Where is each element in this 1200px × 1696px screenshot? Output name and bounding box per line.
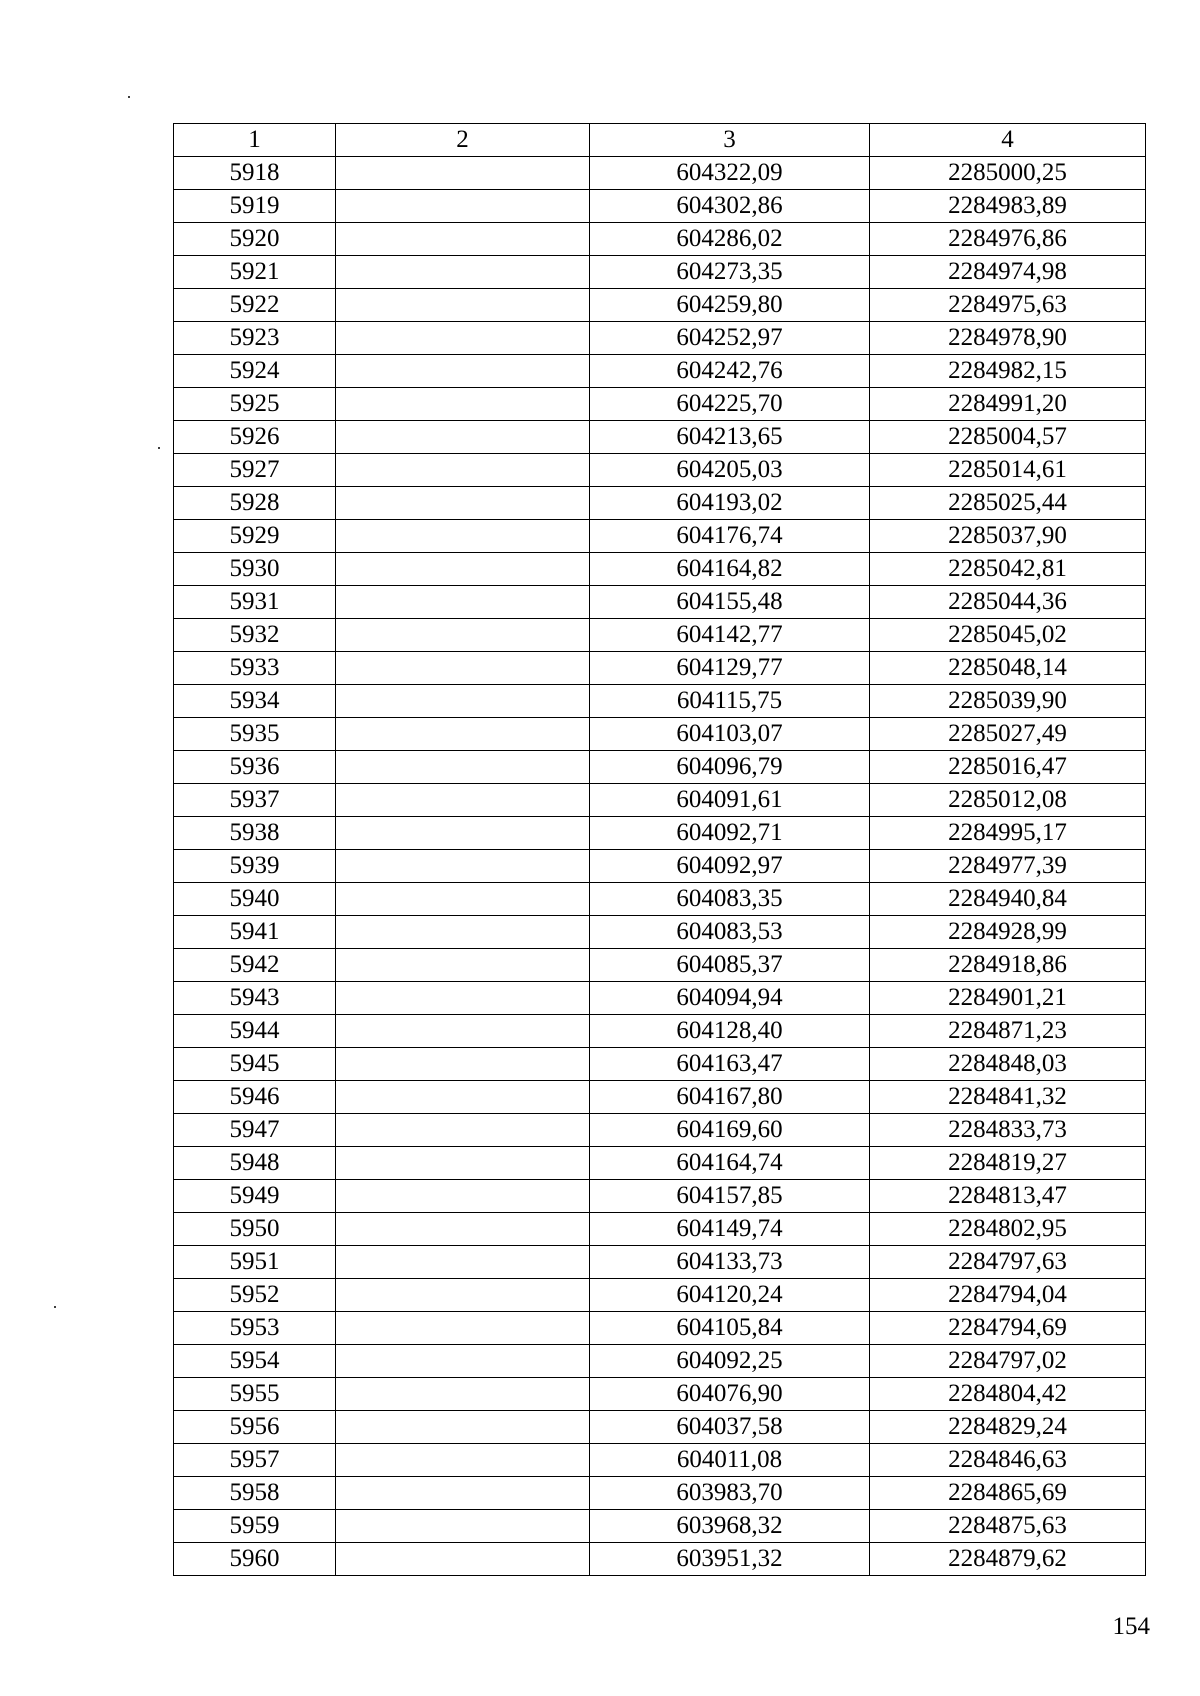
empty-cell xyxy=(336,1411,590,1444)
table-row xyxy=(174,223,1146,256)
point-number-cell: 5953 xyxy=(174,1312,336,1345)
table-row xyxy=(174,850,1146,883)
empty-cell xyxy=(336,454,590,487)
point-number-cell: 5933 xyxy=(174,652,336,685)
empty-cell xyxy=(336,817,590,850)
empty-cell xyxy=(336,916,590,949)
empty-cell xyxy=(336,1246,590,1279)
scan-speck xyxy=(54,1306,56,1308)
y-coordinate-cell: 2284928,99 xyxy=(870,916,1146,949)
table-row xyxy=(174,421,1146,454)
x-coordinate-cell: 603968,32 xyxy=(590,1510,870,1543)
x-coordinate-cell: 604094,94 xyxy=(590,982,870,1015)
point-number-cell: 5943 xyxy=(174,982,336,1015)
x-coordinate-cell: 604193,02 xyxy=(590,487,870,520)
empty-cell xyxy=(336,1279,590,1312)
column-header-2: 2 xyxy=(336,124,590,157)
point-number-cell: 5918 xyxy=(174,157,336,190)
point-number-cell: 5956 xyxy=(174,1411,336,1444)
empty-cell xyxy=(336,1378,590,1411)
x-coordinate-cell: 604157,85 xyxy=(590,1180,870,1213)
x-coordinate-cell: 604011,08 xyxy=(590,1444,870,1477)
y-coordinate-cell: 2284976,86 xyxy=(870,223,1146,256)
point-number-cell: 5938 xyxy=(174,817,336,850)
table-body xyxy=(174,157,1146,1576)
table-row xyxy=(174,1378,1146,1411)
x-coordinate-cell: 604091,61 xyxy=(590,784,870,817)
empty-cell xyxy=(336,982,590,1015)
y-coordinate-cell: 2285045,02 xyxy=(870,619,1146,652)
y-coordinate-cell: 2285027,49 xyxy=(870,718,1146,751)
table-row xyxy=(174,883,1146,916)
y-coordinate-cell: 2285014,61 xyxy=(870,454,1146,487)
point-number-cell: 5936 xyxy=(174,751,336,784)
y-coordinate-cell: 2285044,36 xyxy=(870,586,1146,619)
y-coordinate-cell: 2285025,44 xyxy=(870,487,1146,520)
x-coordinate-cell: 604076,90 xyxy=(590,1378,870,1411)
empty-cell xyxy=(336,223,590,256)
table-row xyxy=(174,1213,1146,1246)
x-coordinate-cell: 604169,60 xyxy=(590,1114,870,1147)
point-number-cell: 5939 xyxy=(174,850,336,883)
y-coordinate-cell: 2285000,25 xyxy=(870,157,1146,190)
empty-cell xyxy=(336,520,590,553)
empty-cell xyxy=(336,190,590,223)
table-header-row xyxy=(174,124,1146,157)
empty-cell xyxy=(336,1312,590,1345)
table-row xyxy=(174,1345,1146,1378)
table-row xyxy=(174,1543,1146,1576)
x-coordinate-cell: 604163,47 xyxy=(590,1048,870,1081)
column-header-3: 3 xyxy=(590,124,870,157)
x-coordinate-cell: 604083,35 xyxy=(590,883,870,916)
empty-cell xyxy=(336,1081,590,1114)
y-coordinate-cell: 2284802,95 xyxy=(870,1213,1146,1246)
table-row xyxy=(174,289,1146,322)
page-number: 154 xyxy=(1112,1613,1150,1640)
x-coordinate-cell: 604092,97 xyxy=(590,850,870,883)
table-row xyxy=(174,388,1146,421)
y-coordinate-cell: 2284848,03 xyxy=(870,1048,1146,1081)
point-number-cell: 5924 xyxy=(174,355,336,388)
table-row xyxy=(174,784,1146,817)
y-coordinate-cell: 2284813,47 xyxy=(870,1180,1146,1213)
empty-cell xyxy=(336,1015,590,1048)
point-number-cell: 5930 xyxy=(174,553,336,586)
table-row xyxy=(174,685,1146,718)
table-row xyxy=(174,1180,1146,1213)
x-coordinate-cell: 604302,86 xyxy=(590,190,870,223)
point-number-cell: 5929 xyxy=(174,520,336,553)
y-coordinate-cell: 2284819,27 xyxy=(870,1147,1146,1180)
scan-speck xyxy=(158,447,160,449)
x-coordinate-cell: 604115,75 xyxy=(590,685,870,718)
table-row xyxy=(174,1114,1146,1147)
x-coordinate-cell: 604213,65 xyxy=(590,421,870,454)
x-coordinate-cell: 604259,80 xyxy=(590,289,870,322)
x-coordinate-cell: 604083,53 xyxy=(590,916,870,949)
x-coordinate-cell: 604103,07 xyxy=(590,718,870,751)
table-row xyxy=(174,916,1146,949)
coordinates-table xyxy=(173,123,1146,1576)
empty-cell xyxy=(336,619,590,652)
y-coordinate-cell: 2284901,21 xyxy=(870,982,1146,1015)
empty-cell xyxy=(336,949,590,982)
empty-cell xyxy=(336,850,590,883)
empty-cell xyxy=(336,322,590,355)
point-number-cell: 5921 xyxy=(174,256,336,289)
y-coordinate-cell: 2284794,69 xyxy=(870,1312,1146,1345)
column-header-4: 4 xyxy=(870,124,1146,157)
table-row xyxy=(174,982,1146,1015)
x-coordinate-cell: 604037,58 xyxy=(590,1411,870,1444)
x-coordinate-cell: 604205,03 xyxy=(590,454,870,487)
x-coordinate-cell: 604129,77 xyxy=(590,652,870,685)
point-number-cell: 5960 xyxy=(174,1543,336,1576)
point-number-cell: 5954 xyxy=(174,1345,336,1378)
x-coordinate-cell: 604149,74 xyxy=(590,1213,870,1246)
y-coordinate-cell: 2284865,69 xyxy=(870,1477,1146,1510)
y-coordinate-cell: 2284833,73 xyxy=(870,1114,1146,1147)
empty-cell xyxy=(336,487,590,520)
table-row xyxy=(174,1279,1146,1312)
empty-cell xyxy=(336,1114,590,1147)
x-coordinate-cell: 604164,82 xyxy=(590,553,870,586)
point-number-cell: 5928 xyxy=(174,487,336,520)
y-coordinate-cell: 2285048,14 xyxy=(870,652,1146,685)
y-coordinate-cell: 2284871,23 xyxy=(870,1015,1146,1048)
x-coordinate-cell: 604085,37 xyxy=(590,949,870,982)
point-number-cell: 5937 xyxy=(174,784,336,817)
point-number-cell: 5934 xyxy=(174,685,336,718)
y-coordinate-cell: 2284841,32 xyxy=(870,1081,1146,1114)
point-number-cell: 5948 xyxy=(174,1147,336,1180)
x-coordinate-cell: 604142,77 xyxy=(590,619,870,652)
point-number-cell: 5944 xyxy=(174,1015,336,1048)
x-coordinate-cell: 604273,35 xyxy=(590,256,870,289)
x-coordinate-cell: 604167,80 xyxy=(590,1081,870,1114)
y-coordinate-cell: 2284991,20 xyxy=(870,388,1146,421)
point-number-cell: 5940 xyxy=(174,883,336,916)
empty-cell xyxy=(336,355,590,388)
point-number-cell: 5935 xyxy=(174,718,336,751)
point-number-cell: 5931 xyxy=(174,586,336,619)
table-row xyxy=(174,1510,1146,1543)
y-coordinate-cell: 2284982,15 xyxy=(870,355,1146,388)
point-number-cell: 5958 xyxy=(174,1477,336,1510)
column-header-1: 1 xyxy=(174,124,336,157)
table-row xyxy=(174,1444,1146,1477)
y-coordinate-cell: 2285039,90 xyxy=(870,685,1146,718)
y-coordinate-cell: 2284918,86 xyxy=(870,949,1146,982)
y-coordinate-cell: 2284995,17 xyxy=(870,817,1146,850)
empty-cell xyxy=(336,388,590,421)
table-row xyxy=(174,1312,1146,1345)
x-coordinate-cell: 604092,25 xyxy=(590,1345,870,1378)
table-row xyxy=(174,1411,1146,1444)
y-coordinate-cell: 2284875,63 xyxy=(870,1510,1146,1543)
table-row xyxy=(174,190,1146,223)
x-coordinate-cell: 604176,74 xyxy=(590,520,870,553)
y-coordinate-cell: 2285004,57 xyxy=(870,421,1146,454)
table-row xyxy=(174,355,1146,388)
point-number-cell: 5952 xyxy=(174,1279,336,1312)
point-number-cell: 5932 xyxy=(174,619,336,652)
y-coordinate-cell: 2284797,02 xyxy=(870,1345,1146,1378)
point-number-cell: 5945 xyxy=(174,1048,336,1081)
point-number-cell: 5949 xyxy=(174,1180,336,1213)
y-coordinate-cell: 2284879,62 xyxy=(870,1543,1146,1576)
point-number-cell: 5920 xyxy=(174,223,336,256)
empty-cell xyxy=(336,652,590,685)
empty-cell xyxy=(336,289,590,322)
empty-cell xyxy=(336,553,590,586)
table-row xyxy=(174,1246,1146,1279)
empty-cell xyxy=(336,1510,590,1543)
point-number-cell: 5950 xyxy=(174,1213,336,1246)
empty-cell xyxy=(336,883,590,916)
table-row xyxy=(174,718,1146,751)
table-row xyxy=(174,1048,1146,1081)
empty-cell xyxy=(336,1345,590,1378)
table-row xyxy=(174,619,1146,652)
empty-cell xyxy=(336,1147,590,1180)
y-coordinate-cell: 2285012,08 xyxy=(870,784,1146,817)
empty-cell xyxy=(336,1180,590,1213)
x-coordinate-cell: 604096,79 xyxy=(590,751,870,784)
y-coordinate-cell: 2285016,47 xyxy=(870,751,1146,784)
y-coordinate-cell: 2285037,90 xyxy=(870,520,1146,553)
empty-cell xyxy=(336,256,590,289)
y-coordinate-cell: 2284804,42 xyxy=(870,1378,1146,1411)
x-coordinate-cell: 603951,32 xyxy=(590,1543,870,1576)
point-number-cell: 5955 xyxy=(174,1378,336,1411)
point-number-cell: 5947 xyxy=(174,1114,336,1147)
x-coordinate-cell: 604286,02 xyxy=(590,223,870,256)
x-coordinate-cell: 604092,71 xyxy=(590,817,870,850)
empty-cell xyxy=(336,1444,590,1477)
x-coordinate-cell: 604120,24 xyxy=(590,1279,870,1312)
table-row xyxy=(174,553,1146,586)
y-coordinate-cell: 2285042,81 xyxy=(870,553,1146,586)
table-row xyxy=(174,157,1146,190)
y-coordinate-cell: 2284983,89 xyxy=(870,190,1146,223)
x-coordinate-cell: 604105,84 xyxy=(590,1312,870,1345)
y-coordinate-cell: 2284977,39 xyxy=(870,850,1146,883)
y-coordinate-cell: 2284975,63 xyxy=(870,289,1146,322)
table-row xyxy=(174,1477,1146,1510)
point-number-cell: 5927 xyxy=(174,454,336,487)
table-row xyxy=(174,487,1146,520)
empty-cell xyxy=(336,421,590,454)
empty-cell xyxy=(336,1213,590,1246)
scan-speck xyxy=(128,96,130,98)
table-row xyxy=(174,1081,1146,1114)
empty-cell xyxy=(336,1543,590,1576)
empty-cell xyxy=(336,751,590,784)
x-coordinate-cell: 603983,70 xyxy=(590,1477,870,1510)
y-coordinate-cell: 2284794,04 xyxy=(870,1279,1146,1312)
x-coordinate-cell: 604225,70 xyxy=(590,388,870,421)
y-coordinate-cell: 2284797,63 xyxy=(870,1246,1146,1279)
y-coordinate-cell: 2284846,63 xyxy=(870,1444,1146,1477)
table-row xyxy=(174,1147,1146,1180)
empty-cell xyxy=(336,784,590,817)
table-row xyxy=(174,817,1146,850)
table-row xyxy=(174,256,1146,289)
x-coordinate-cell: 604322,09 xyxy=(590,157,870,190)
x-coordinate-cell: 604242,76 xyxy=(590,355,870,388)
y-coordinate-cell: 2284829,24 xyxy=(870,1411,1146,1444)
table-row xyxy=(174,652,1146,685)
point-number-cell: 5959 xyxy=(174,1510,336,1543)
point-number-cell: 5923 xyxy=(174,322,336,355)
x-coordinate-cell: 604133,73 xyxy=(590,1246,870,1279)
point-number-cell: 5926 xyxy=(174,421,336,454)
empty-cell xyxy=(336,685,590,718)
point-number-cell: 5951 xyxy=(174,1246,336,1279)
point-number-cell: 5922 xyxy=(174,289,336,322)
table-row xyxy=(174,322,1146,355)
table-row xyxy=(174,586,1146,619)
x-coordinate-cell: 604252,97 xyxy=(590,322,870,355)
x-coordinate-cell: 604155,48 xyxy=(590,586,870,619)
x-coordinate-cell: 604128,40 xyxy=(590,1015,870,1048)
point-number-cell: 5941 xyxy=(174,916,336,949)
table-row xyxy=(174,751,1146,784)
empty-cell xyxy=(336,1477,590,1510)
y-coordinate-cell: 2284978,90 xyxy=(870,322,1146,355)
point-number-cell: 5942 xyxy=(174,949,336,982)
empty-cell xyxy=(336,586,590,619)
point-number-cell: 5919 xyxy=(174,190,336,223)
empty-cell xyxy=(336,718,590,751)
point-number-cell: 5946 xyxy=(174,1081,336,1114)
point-number-cell: 5957 xyxy=(174,1444,336,1477)
empty-cell xyxy=(336,1048,590,1081)
empty-cell xyxy=(336,157,590,190)
point-number-cell: 5925 xyxy=(174,388,336,421)
table-row xyxy=(174,949,1146,982)
table-row xyxy=(174,454,1146,487)
x-coordinate-cell: 604164,74 xyxy=(590,1147,870,1180)
y-coordinate-cell: 2284940,84 xyxy=(870,883,1146,916)
y-coordinate-cell: 2284974,98 xyxy=(870,256,1146,289)
table-row xyxy=(174,1015,1146,1048)
table-row xyxy=(174,520,1146,553)
